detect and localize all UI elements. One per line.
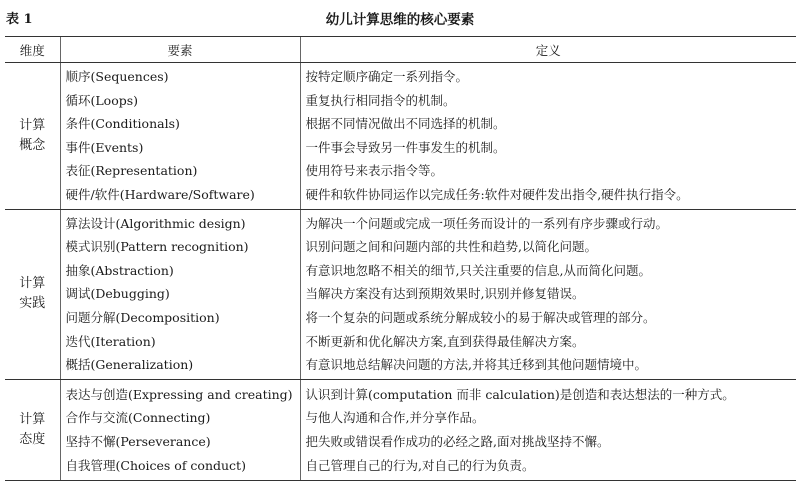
element-item: 算法设计(Algorithmic design) — [65, 215, 246, 231]
dimension-cell — [5, 209, 60, 379]
element-item: 事件(Events) — [65, 139, 144, 155]
definition-item: 不断更新和优化解决方案,直到获得最佳解决方案。 — [305, 333, 585, 349]
header-row — [5, 37, 796, 63]
dimension-line: 概念 — [19, 137, 46, 153]
definition-item: 硬件和软件协同运作以完成任务:软件对硬件发出指令,硬件执行指令。 — [305, 186, 689, 202]
definition-item: 根据不同情况做出不同选择的机制。 — [305, 116, 506, 132]
element-cell — [60, 379, 300, 480]
dimension-line: 计算 — [19, 117, 46, 133]
definition-item: 按特定顺序确定一系列指令。 — [305, 69, 469, 84]
definition-item: 将一个复杂的问题或系统分解成较小的易于解决或管理的部分。 — [305, 309, 656, 325]
element-item: 调试(Debugging) — [65, 286, 170, 302]
dimension-cell — [5, 379, 60, 480]
definition-item: 重复执行相同指令的机制。 — [305, 92, 456, 108]
group-computational-attitudes — [5, 379, 796, 480]
group-computational-practices — [5, 209, 796, 379]
definition-item: 把失败或错误看作成功的必经之路,面对挑战坚持不懈。 — [305, 433, 610, 449]
dimension-line: 实践 — [19, 296, 46, 312]
definition-item: 有意识地总结解决问题的方法,并将其迁移到其他问题情境中。 — [305, 357, 647, 373]
header-element: 要素 — [60, 37, 300, 63]
definition-cell — [300, 379, 796, 480]
element-item: 表征(Representation) — [65, 163, 198, 179]
element-item: 迭代(Iteration) — [65, 333, 156, 349]
definition-item: 认识到计算(computation 而非 calculation)是创造和表达想法的一种方式。 — [305, 386, 735, 402]
definition-item: 使用符号来表示指令等。 — [305, 163, 444, 179]
definition-item: 一件事会导致另一件事发生的机制。 — [305, 139, 506, 155]
dimension-line: 计算 — [19, 276, 46, 292]
element-item: 表达与创造(Expressing and creating) — [65, 386, 293, 402]
definition-item: 识别问题之间和问题内部的共性和趋势,以简化问题。 — [305, 239, 597, 255]
core-elements-table — [5, 36, 796, 481]
table-number: 表 1 — [6, 12, 33, 27]
element-item: 循环(Loops) — [65, 92, 139, 108]
definition-item: 有意识地忽略不相关的细节,只关注重要的信息,从而简化问题。 — [305, 262, 651, 278]
element-item: 条件(Conditionals) — [65, 116, 180, 132]
definition-item: 为解决一个问题或完成一项任务而设计的一系列有序步骤或行动。 — [305, 215, 669, 231]
dimension-cell — [5, 63, 60, 210]
table-caption — [0, 4, 800, 28]
dimension-line: 态度 — [19, 431, 46, 447]
element-item: 自我管理(Choices of conduct) — [65, 457, 246, 473]
element-item: 模式识别(Pattern recognition) — [65, 239, 249, 255]
dimension-line: 计算 — [19, 411, 46, 427]
definition-item: 与他人沟通和合作,并分享作品。 — [305, 410, 485, 426]
element-item: 顺序(Sequences) — [65, 69, 169, 84]
definition-cell — [300, 63, 796, 210]
element-item: 合作与交流(Connecting) — [65, 410, 211, 426]
definition-item: 自己管理自己的行为,对自己的行为负责。 — [305, 457, 535, 473]
header-definition: 定义 — [300, 37, 796, 63]
element-item: 硬件/软件(Hardware/Software) — [65, 186, 255, 202]
definition-cell — [300, 209, 796, 379]
element-item: 坚持不懈(Perseverance) — [65, 433, 211, 449]
element-item: 抽象(Abstraction) — [65, 262, 174, 278]
group-computational-concepts — [5, 63, 796, 210]
element-cell — [60, 63, 300, 210]
table-title: 幼儿计算思维的核心要素 — [325, 12, 475, 28]
element-item: 概括(Generalization) — [65, 357, 194, 373]
element-item: 问题分解(Decomposition) — [65, 309, 220, 325]
element-cell — [60, 209, 300, 379]
definition-item: 当解决方案没有达到预期效果时,识别并修复错误。 — [305, 286, 585, 302]
header-dimension: 维度 — [5, 37, 60, 63]
